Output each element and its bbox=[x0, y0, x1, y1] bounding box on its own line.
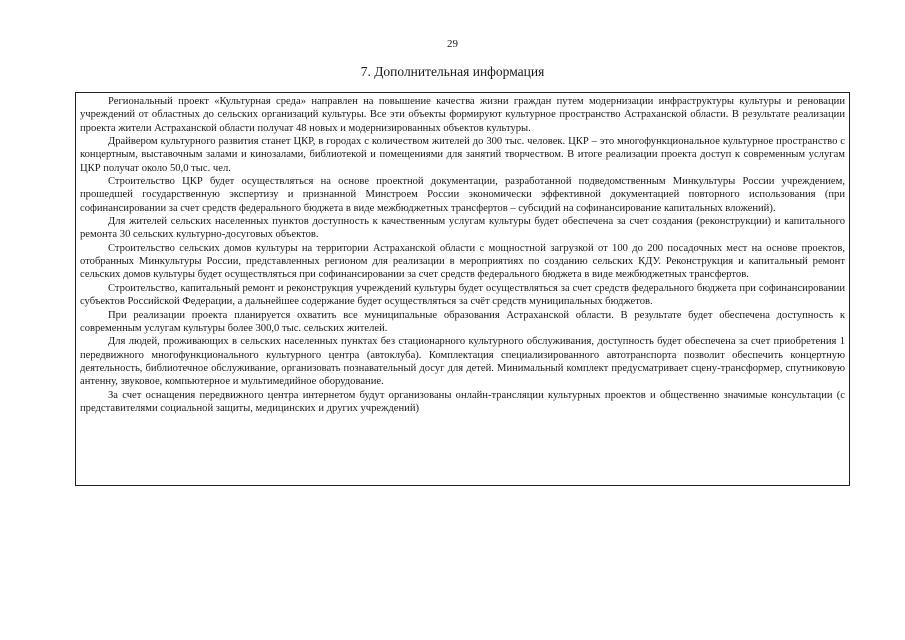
paragraph-autoclub: Для людей, проживающих в сельских населенных пунктах без стационарного культурного обслуживания, доступность будет обеспечена за счет приобретения 1 передвижного многофункционального культурного центра (автоклуба). Комплектация специализированного автотранспорта позволит обеспечить концертную деятельность, библиотечное обслуживание, организовать познавательный досуг для детей. Минимальный комплект предусматривает сцену-трансформер, спутниковую антенну, звуковое, компьютерное и мультимедийное оборудование. bbox=[80, 336, 845, 388]
paragraph-rural-access: Для жителей сельских населенных пунктов доступность к качественным услугам культуры будет обеспечена за счет создания (реконструкции) и капитального ремонта 30 сельских культурно-досуговых объектов. bbox=[80, 216, 845, 241]
paragraph-rural-culture-houses: Строительство сельских домов культуры на территории Астраханской области с мощностной загрузкой от 100 до 200 посадочных мест на основе проектов, отобранных Минкультуры России, представленных регионом для реализации в мероприятиях по созданию сельских КДУ. Реконструкция и капитальный ремонт сельских домов культуры будет осуществляться при софинансировании за счет средств федерального бюджета в виде межбюджетных трансфертов. bbox=[80, 242, 845, 281]
paragraph-financing: Строительство, капитальный ремонт и реконструкция учреждений культуры будет осуществляться за счет средств федерального бюджета при софинансировании субъектов Российской Федерации, а дальнейшее содержание будет осуществляться за счёт средств муниципальных бюджетов. bbox=[80, 282, 845, 308]
paragraph-ckr-driver: Драйвером культурного развития станет ЦКР, в городах с количеством жителей до 300 тыс. человек. ЦКР – это многофункциональное культурное пространство с концертным, выставочным залами и кинозалами, библиотекой и помещениями для занятий творчеством. В итоге реализации проекта доступ к современным услугам ЦКР получат около 50,0 тыс. чел. bbox=[80, 136, 845, 174]
paragraph-coverage: При реализации проекта планируется охватить все муниципальные образования Астраханской области. В результате будет обеспечена доступность к современным услугам культуры более 300,0 тыс. сельских жителей. bbox=[80, 309, 845, 334]
paragraph-online: За счет оснащения передвижного центра интернетом будут организованы онлайн-трансляции культурных проектов и общественно значимые консультации (с представителями социальной защиты, медицинских и других учреждений) bbox=[80, 389, 845, 414]
section-title: 7. Дополнительная информация bbox=[360, 64, 545, 79]
paragraph-cultural-environment: Региональный проект «Культурная среда» направлен на повышение качества жизни граждан путем модернизации инфраструктуры культуры и реновации учреждений от областных до сельских организаций культуры. Все эти объекты формируют культурное пространство Астраханской области. В результате реализации проекта жители Астраханской области получат 48 новых и модернизированных объектов культуры. bbox=[80, 96, 845, 134]
page-number: 29 bbox=[447, 38, 458, 50]
text-box bbox=[75, 92, 850, 486]
paragraph-ckr-construction: Строительство ЦКР будет осуществляться на основе проектной документации, разработанной подведомственным Минкультуры России учреждением, прошедшей государственную экспертизу и признанной Минстроем России экономически эффективной документацией повторного использования (при софинансировании за счет средств федерального бюджета в виде межбюджетных трансфертов – субсидий на софинансирование капитальных вложений). bbox=[80, 176, 845, 214]
